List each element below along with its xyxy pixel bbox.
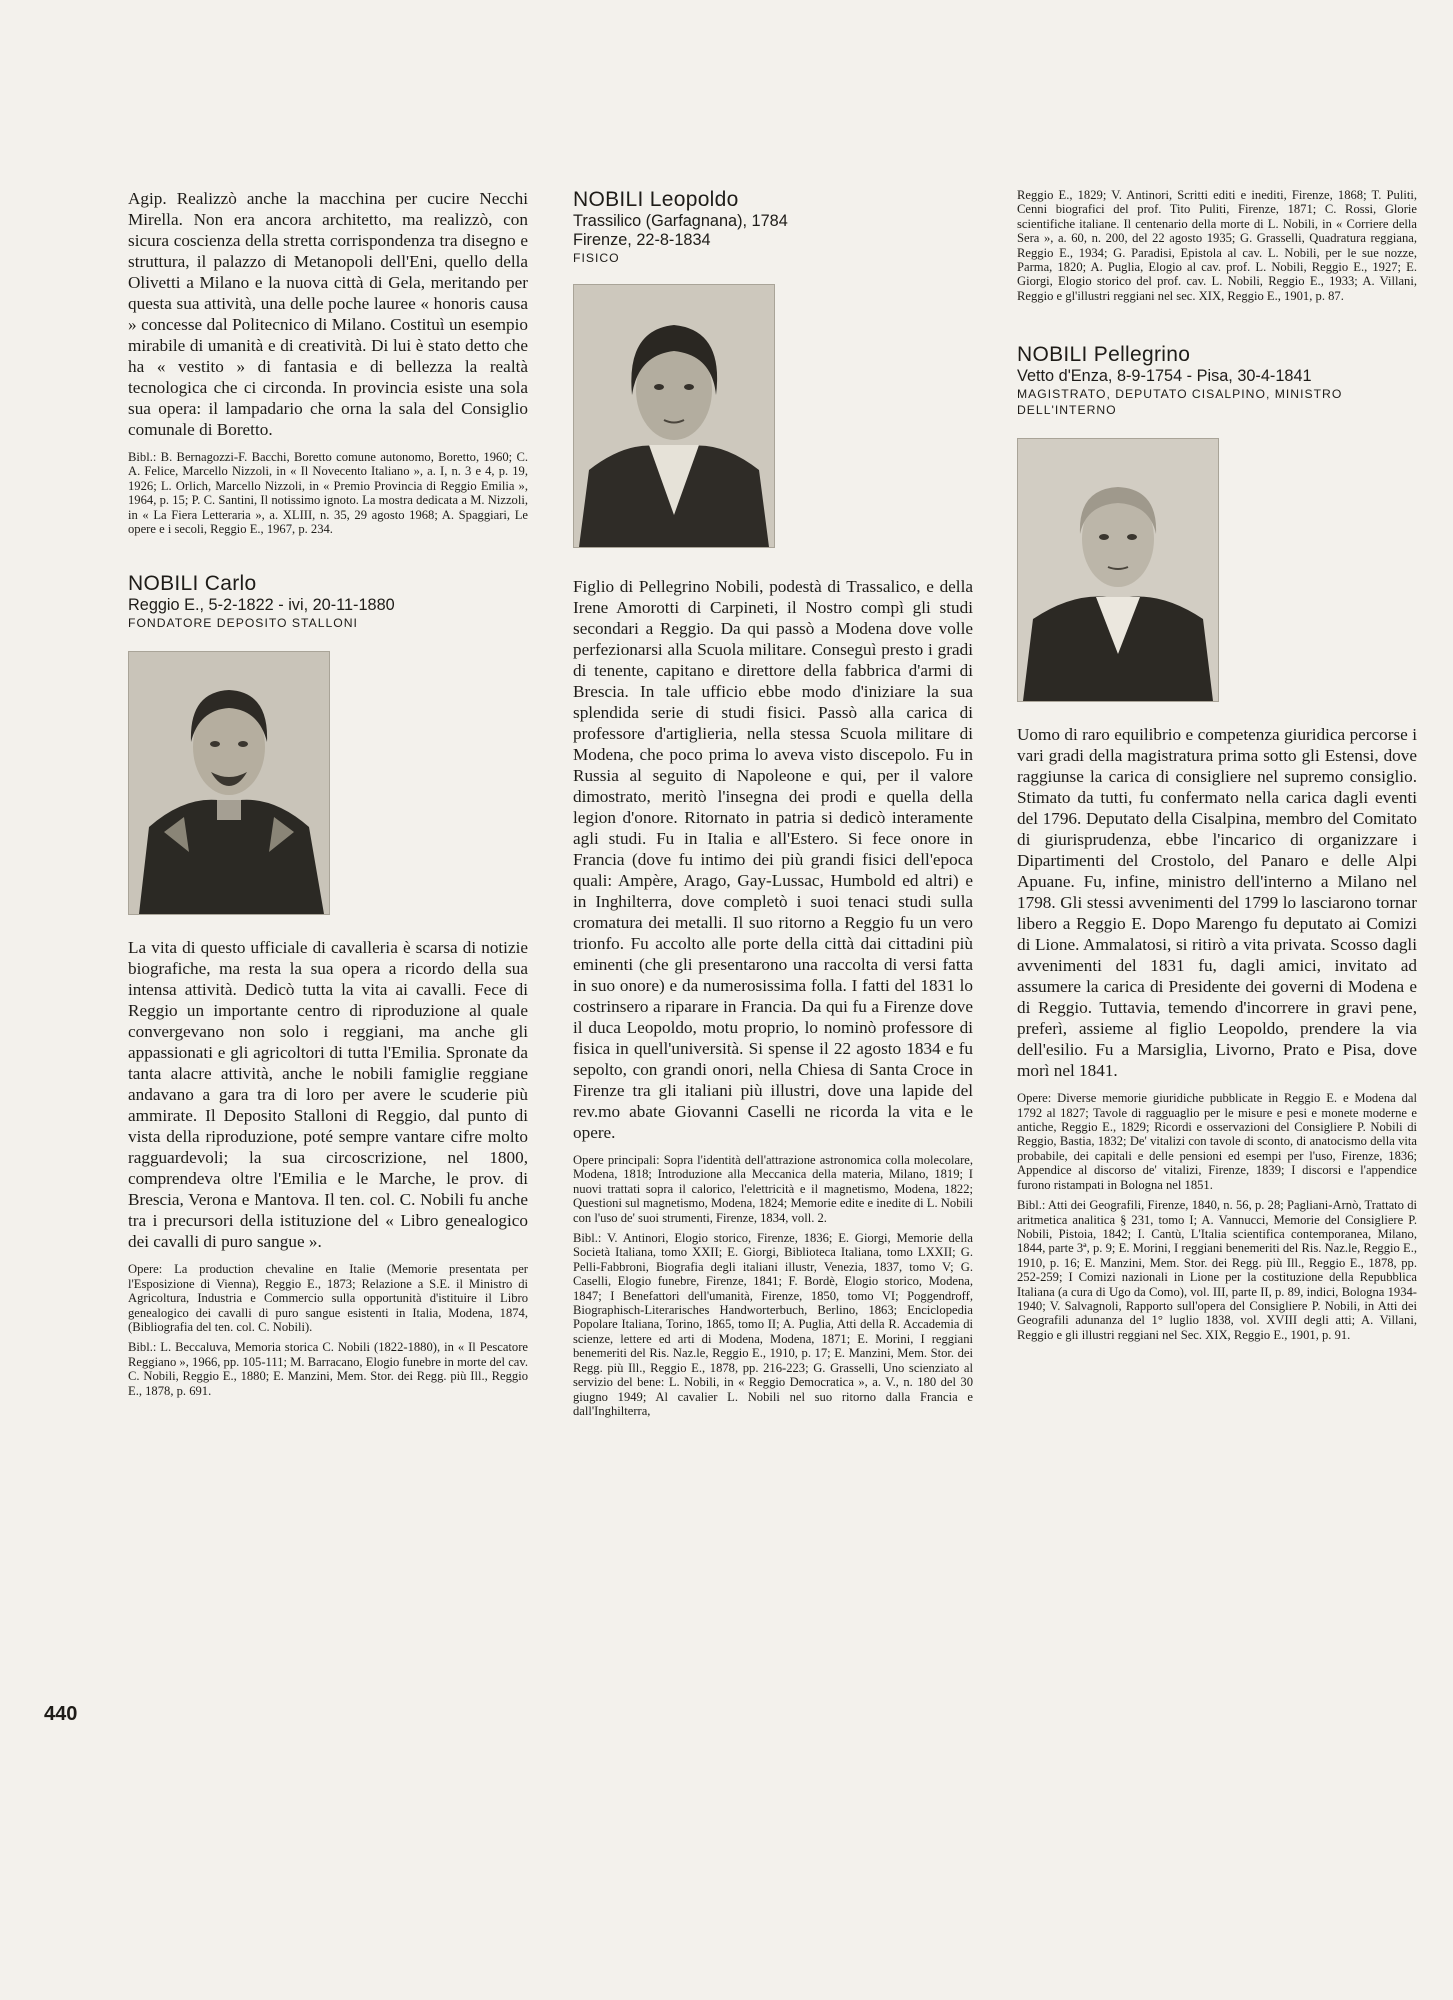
entry-name: NOBILI Leopoldo — [573, 188, 739, 211]
entry-body: Uomo di raro equilibrio e competenza giuridica percorse i vari gradi della magistratura prima sotto gli Estensi, dove raggiunse la carica di consigliere nel supremo consiglio. Stimato da tutti, fu confermato nella carica dagli eventi del 1796. Deputato della Cisalpina, membro del Comitato di giurisprudenza, ebbe l'incarico di organizzare i Dipartimenti del Crostolo, del Panaro e delle Alpi Apuane. Fu, infine, ministro dell'interno a Milano nel 1798. Gli stessi avvenimenti del 1799 lo lasciarono tornar libero a Reggio E. Dopo Marengo fu deputato ai Comizi di Lione. Ammalatosi, si ritirò a vita privata. Scosso dagli avvenimenti del 1831 fu, dagli amici, invitato ad assumere la carica di Presidente dei governi di Modena e di Reggio. Tuttavia, temendo d'incorrere in gravi pene, preferì, assieme al figlio Leopoldo, prendere la via dell'esilio. Fu a Marsiglia, Livorno, Prato e Pisa, dove morì nel 1841. — [1017, 725, 1417, 1081]
entry-name: NOBILI Pellegrino — [1017, 343, 1191, 367]
intro-bibliography: Bibl.: B. Bernagozzi-F. Bacchi, Boretto comune autonomo, Boretto, 1960; C. A. Felice, Marcello Nizzoli, in « Il Novecento Italiano », a. I, n. 3 e 4, p. 19, 1926; L. Orlich, Marcello Nizzoli, in « Premio Provincia di Reggio Emilia », 1964, p. 15; P. C. Santini, Il notissimo ignoto. La mostra dedicata a M. Nizzoli, in « La Fiera Letteraria », a. XLIII, n. 35, 29 agosto 1968; A. Spaggiari, Le opere e i secoli, Reggio E., 1967, p. 234. — [128, 450, 528, 537]
column-middle — [573, 188, 973, 1418]
entry-bibliography: Bibl.: V. Antinori, Elogio storico, Firenze, 1836; E. Giorgi, Memorie della Società Italiana, tomo XXII; E. Giorgi, Biblioteca Italiana, tomo LXXII; G. Pelli-Fabbroni, Biografia degli italiani illustr, Venezia, 1837, tomo V; G. Caselli, Elogio funebre, Firenze, 1841; F. Bordè, Elogio storico, Modena, 1847; I Benefattori dell'umanità, Firenze, 1850, tomo VI; Poggendroff, Biographisch-Literarisches Handworterbuch, Berlino, 1863; Enciclopedia Popolare Italiana, Torino, 1865, tomo II; A. Puglia, Atti della R. Accademia di scienze, lettere ed arti di Modena, Modena, 1871; E. Morini, I reggiani benemeriti del Ris. Naz.le, Reggio E., 1910, p. 17; E. Manzini, Mem. Stor. dei Regg. più Ill., Reggio E., 1878, pp. 216-223; G. Grasselli, Uno scienziato al servizio del bene: L. Nobili, in « Reggio Democratica », a. V., n. 180 del 30 giugno 1949; Al cavalier L. Nobili nel suo ritorno dalla Francia e dall'Inghilterra, — [573, 1231, 973, 1418]
entry-dates: Reggio E., 5-2-1822 - ivi, 20-11-1880 — [128, 596, 395, 615]
column-left — [128, 188, 528, 1398]
portrait-carlo-nobili — [128, 651, 330, 915]
portrait-pellegrino-image — [1018, 439, 1218, 701]
entry-name: NOBILI Carlo — [128, 572, 257, 596]
entry-works: Opere principali: Sopra l'identità dell'attrazione astronomica colla molecolare, Modena, 1818; Introduzione alla Meccanica della materia, Milano, 1819; I nuovi trattati sopra il calorico, l'elettricità e il magnetismo, Modena, 1822; Questioni sul magnetismo, Modena, 1824; Memorie edite e inedite di L. Nobili con l'uso de' suoi strumenti, Firenze, 1834, voll. 2. — [573, 1153, 973, 1225]
portrait-pellegrino-nobili — [1017, 438, 1219, 702]
entry-role: MAGISTRATO, DEPUTATO CISALPINO, MINISTRO DELL'INTERNO — [1017, 387, 1343, 418]
entry-header-leopoldo — [573, 188, 973, 266]
portrait-leopoldo-nobili — [573, 284, 775, 548]
entry-body: Figlio di Pellegrino Nobili, podestà di Trassalico, e della Irene Amorotti di Carpineti, il Nostro compì gli studi secondari a Reggio. Da qui passò a Modena dove volle perfezionarsi alla Scuola militare. Conseguì presto i gradi di tenente, capitano e direttore della fabbrica d'armi di Brescia. In tale ufficio ebbe modo d'iniziare la sua splendida serie di studi fisici. Passò alla carica di professore d'artiglieria, nella stessa Scuola militare di Modena, che poco prima lo aveva visto discepolo. Fu in Russia al seguito di Napoleone e qui, per il valore dimostrato, meritò l'insegna dei prodi e quella della legion d'onore. Ritornato in patria si dedicò interamente agli studi. Fu in Italia e all'Estero. Si fece onore in Francia (dove fu intimo dei più grandi fisici dell'epoca quali: Ampère, Arago, Gay-Lussac, Humbold ed altri) e in Inghilterra, dove completò i suoi tenaci studi sulla cromatura dei metalli. Il suo ritorno a Reggio fu un vero trionfo. Fu accolto alle porte della città dai cittadini più eminenti (che gli presentarono una raccolta di versi fatta in suo onore) e da numerosissima folla. I fatti del 1831 lo costrinsero a riparare in Francia. Da qui fu a Firenze dove il duca Leopoldo, motu proprio, lo nominò professore di fisica in quell'università. Si spense il 22 agosto 1834 e fu sepolto, con grandi onori, nella Chiesa di Santa Croce in Firenze tra gli italiani più illustri, dove una lapide del rev.mo abate Giovanni Caselli ne ricorda la vita e le opere. — [573, 577, 973, 1142]
entry-header-carlo — [128, 572, 528, 631]
intro-text: Agip. Realizzò anche la macchina per cucire Necchi Mirella. Non era ancora architetto, ma realizzò, con sicura coscienza della stretta corrispondenza tra disegno e struttura, il palazzo di Metanopoli dell'Eni, quello della Olivetti a Milano e la nuova città di Gela, meritando per questa sua attività, una delle poche lauree « honoris causa » concesse dal Politecnico di Milano. Costituì un esempio mirabile di umanità e di creatività. Di lui è stato detto che ha « vestito » di fantasia e di bellezza la realtà tecnologica che ci circonda. In provincia esiste una sola sua opera: il lampadario che orna la sala del Consiglio comunale di Boretto. — [128, 189, 528, 439]
entry-bibliography: Bibl.: Atti dei Geografili, Firenze, 1840, n. 56, p. 28; Pagliani-Arnò, Trattato di aritmetica analitica § 231, tomo I; A. Vannucci, Memorie del Consigliere P. Nobili, Pistoia, 1842; I. Cantù, L'Italia scientifica contemporanea, Milano, 1844, parte 3ª, p. 9; E. Morini, I reggiani benemeriti del Ris. Naz.le, Reggio E., 1910, p. 16; E. Manzini, Mem. Stor. dei Regg. più Ill., Reggio E., 1878, pp. 252-259; I Comizi nazionali in Lione per la costituzione della Repubblica Italiana (a cura di Ugo da Como), vol. III, parte II, p. 89, indici, Bologna 1934-1940; V. Salvagnoli, Rapporto sull'opera del Consigliere P. Nobili, in Atti dei Geografili adunanza del 1° luglio 1838, vol. XVIII degli atti; A. Villani, Reggio e gli illustri reggiani nel Sec. XIX, Reggio E., 1901, p. 91. — [1017, 1198, 1417, 1342]
entry-role: FISICO — [573, 251, 620, 265]
continued-bibliography: Reggio E., 1829; V. Antinori, Scritti editi e inediti, Firenze, 1868; T. Puliti, Cenni biografici del prof. Tito Puliti, Firenze, 1871; C. Rossi, Glorie scientifiche italiane. Il centenario della morte di L. Nobili, in « Corriere della Sera », a. 60, n. 200, del 22 agosto 1935; G. Grasselli, Quadratura reggiana, Reggio E., 1934; G. Paradisi, Epistola al cav. L. Nobili, per le sue nozze, Parma, 1820; A. Puglia, Elogio al cav. prof. L. Nobili, Reggio E., 1927; E. Giorgi, Elogio storico del prof. cav. L. Nobili, Reggio E., 1933; A. Villani, Reggio e gl'illustri reggiani nel sec. XIX, Reggio E., 1901, p. 87. — [1017, 188, 1417, 303]
entry-header-pellegrino — [1017, 343, 1417, 418]
portrait-carlo-image — [129, 652, 329, 914]
entry-body: La vita di questo ufficiale di cavalleria è scarsa di notizie biografiche, ma resta la sua opera a ricordo della sua intensa attività. Dedicò tutta la vita ai cavalli. Fece di Reggio un importante centro di riproduzione al quale convergevano non solo i reggiani, ma anche gli appassionati e gli agricoltori di tutta l'Emilia. Spronate da tanta alacre attività, anche le nobili famiglie reggiane andavano a gara tra di loro per avere le scuderie più ammirate. Il Deposito Stalloni di Reggio, dal punto di vista della riproduzione, poté sempre vantare cifre molto ragguardevoli; la sua circoscrizione, nel 1800, comprendeva oltre l'Emilia e le Marche, le prov. di Brescia, Verona e Mantova. Il ten. col. C. Nobili fu anche tra i precursori della istituzione del « Libro genealogico dei cavalli di puro sangue ». — [128, 938, 528, 1252]
entry-role: FONDATORE DEPOSITO STALLONI — [128, 616, 358, 631]
page-number: 440 — [44, 1703, 78, 1725]
entry-dates-line1: Trassilico (Garfagnana), 1784 — [573, 212, 788, 230]
column-right — [1017, 188, 1417, 1342]
entry-dates-line2: Firenze, 22-8-1834 — [573, 231, 711, 249]
entry-works: Opere: La production chevaline en Italie (Memorie presentata per l'Esposizione di Vienna), Reggio E., 1873; Relazione a S.E. il Ministro di Agricoltura, Industria e Commercio sulla opportunità d'istituire il Libro genealogico dei cavalli di puro sangue esistenti in Italia, Modena, 1874, (Bibliografia del ten. col. C. Nobili). — [128, 1262, 528, 1335]
entry-dates: Vetto d'Enza, 8-9-1754 - Pisa, 30-4-1841 — [1017, 367, 1312, 386]
entry-works: Opere: Diverse memorie giuridiche pubblicate in Reggio E. e Modena dal 1792 al 1827; Tavole di ragguaglio per le misure e pesi e monete moderne e antiche, Reggio E., 1829; Ricordi e osservazioni del Consigliere P. Nobili di Reggio, Bastia, 1832; De' vitalizi con tavole di sconto, di anatocismo della vita probabile, dei capitali e delle pensioni ed esempi per l'uso, Firenze, 1836; Appendice al discorso de' vitalizi, Firenze, 1839; I discorsi e l'appendice furono ristampati in Bologna nel 1851. — [1017, 1091, 1417, 1192]
portrait-leopoldo-image — [574, 285, 774, 547]
entry-bibliography: Bibl.: L. Beccaluva, Memoria storica C. Nobili (1822-1880), in « Il Pescatore Reggiano », 1966, pp. 105-111; M. Barracano, Elogio funebre in morte del cav. C. Nobili, Reggio E., 1880; E. Manzini, Mem. Stor. dei Regg. più Ill., Reggio E., 1878, p. 691. — [128, 1340, 528, 1398]
